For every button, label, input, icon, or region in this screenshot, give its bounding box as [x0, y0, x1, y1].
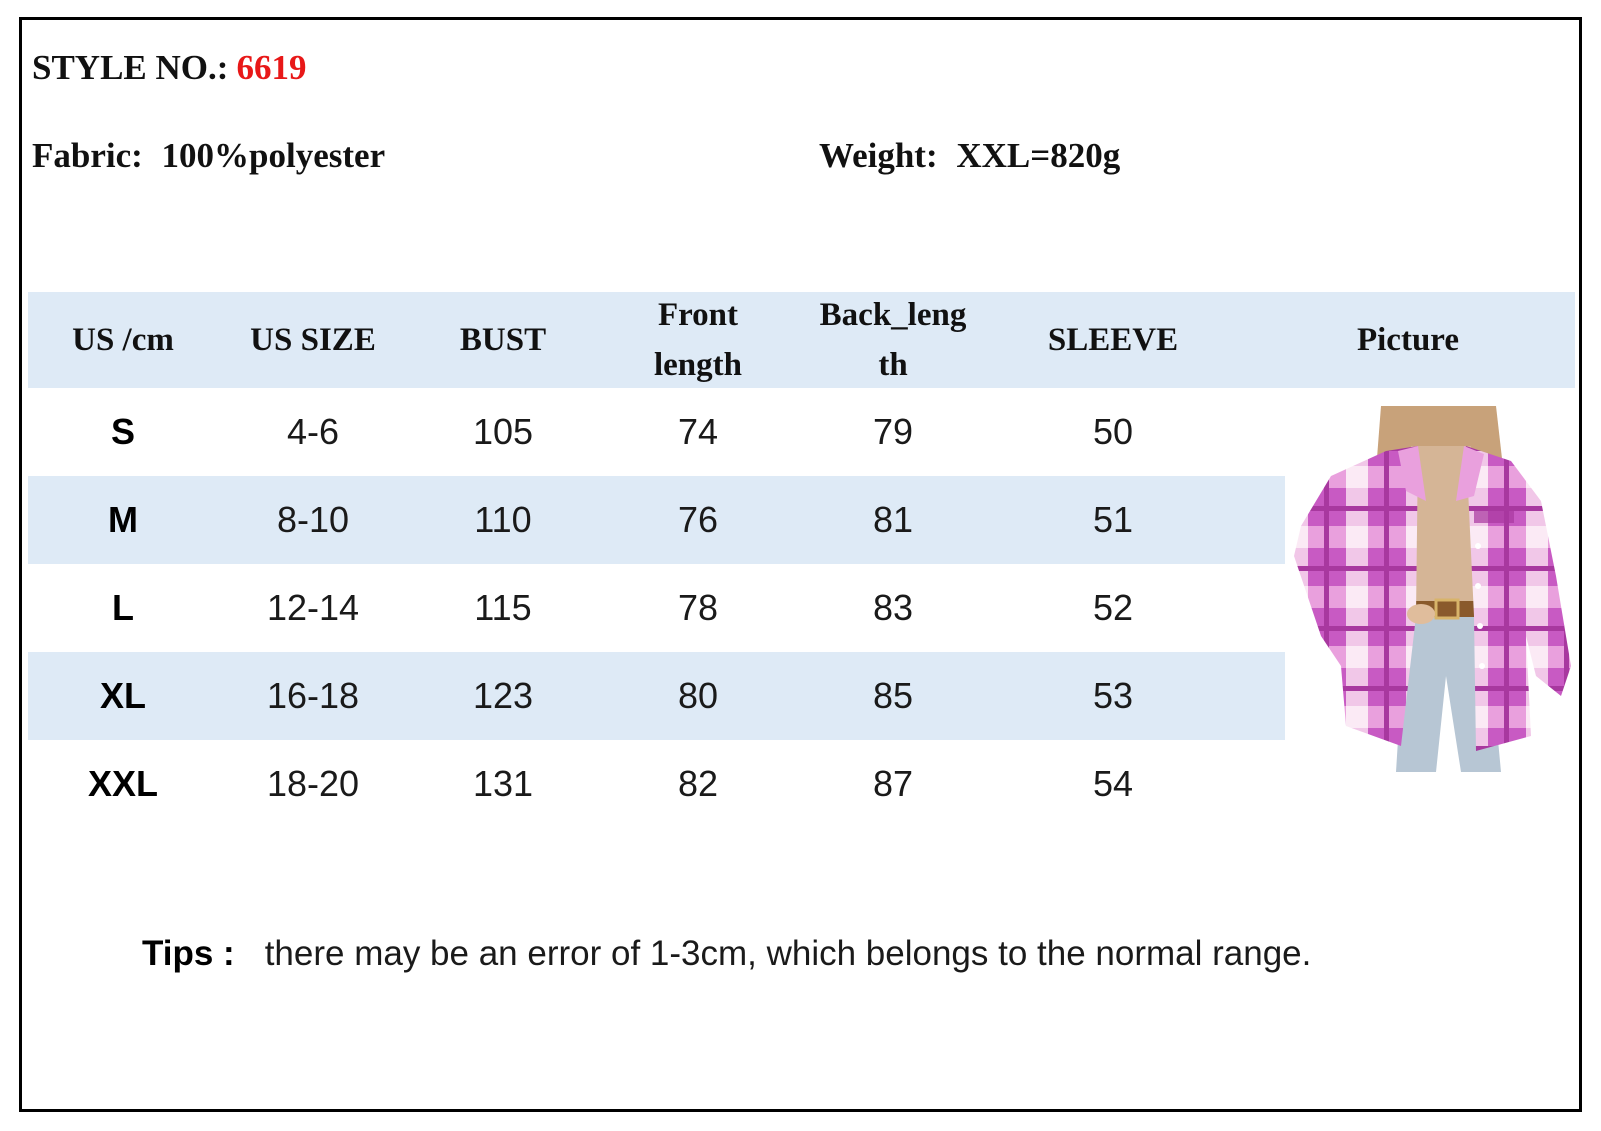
column-header-picture: Picture	[1356, 322, 1459, 358]
cell-size: S	[110, 411, 135, 452]
cell-front-length: 82	[677, 763, 719, 804]
cell-size: M	[108, 499, 138, 540]
cell-us-size: 4-6	[286, 411, 340, 452]
tips-line	[142, 934, 1311, 974]
column-header-us-cm: US /cm	[72, 322, 174, 358]
cell-bust: 105	[472, 411, 534, 452]
fabric-label: Fabric:	[32, 136, 143, 175]
column-header-front-length: Front length	[653, 297, 742, 383]
cell-us-size: 8-10	[276, 499, 350, 540]
column-header-bust: BUST	[459, 322, 547, 358]
cell-bust: 115	[474, 587, 532, 628]
cell-back-length: 85	[872, 675, 914, 716]
cell-front-length: 80	[677, 675, 719, 716]
plaid-shacket-photo	[1286, 406, 1576, 772]
cell-us-size: 18-20	[266, 763, 360, 804]
cell-size: L	[112, 587, 134, 628]
weight-label: Weight:	[819, 136, 938, 175]
cell-us-size: 12-14	[266, 587, 360, 628]
column-header-back-length: Back_leng th	[819, 297, 967, 383]
cell-sleeve: 51	[1092, 499, 1134, 540]
cell-back-length: 81	[872, 499, 914, 540]
cell-us-size: 16-18	[266, 675, 360, 716]
table-header	[28, 292, 1575, 388]
weight-line	[819, 136, 1120, 176]
style-label: STYLE NO.:	[32, 48, 229, 87]
cell-back-length: 79	[872, 411, 914, 452]
cell-front-length: 76	[677, 499, 719, 540]
cell-back-length: 87	[872, 763, 914, 804]
cell-sleeve: 53	[1092, 675, 1134, 716]
size-chart-card	[19, 17, 1582, 1112]
tips-label: Tips :	[142, 934, 235, 973]
cell-sleeve: 52	[1092, 587, 1134, 628]
fabric-line	[32, 136, 385, 176]
weight-value: XXL=820g	[956, 136, 1121, 175]
cell-bust: 123	[472, 675, 534, 716]
cell-front-length: 78	[677, 587, 719, 628]
table-row	[28, 652, 1285, 740]
cell-sleeve: 54	[1092, 763, 1134, 804]
style-number-line	[32, 48, 306, 88]
cell-size: XL	[99, 675, 146, 716]
column-header-us-size: US SIZE	[250, 322, 376, 358]
cell-bust: 131	[472, 763, 534, 804]
cell-size: XXL	[87, 763, 158, 804]
tips-text: there may be an error of 1-3cm, which belongs to the normal range.	[264, 934, 1312, 973]
column-header-sleeve: SLEEVE	[1047, 322, 1179, 358]
cell-bust: 110	[474, 499, 532, 540]
table-row	[28, 476, 1285, 564]
cell-front-length: 74	[677, 411, 719, 452]
table-row	[28, 740, 1285, 828]
cell-sleeve: 50	[1092, 411, 1134, 452]
style-number: 6619	[236, 48, 307, 87]
table-row	[28, 388, 1285, 476]
table-row	[28, 564, 1285, 652]
fabric-value: 100%polyester	[161, 136, 386, 175]
cell-back-length: 83	[872, 587, 914, 628]
